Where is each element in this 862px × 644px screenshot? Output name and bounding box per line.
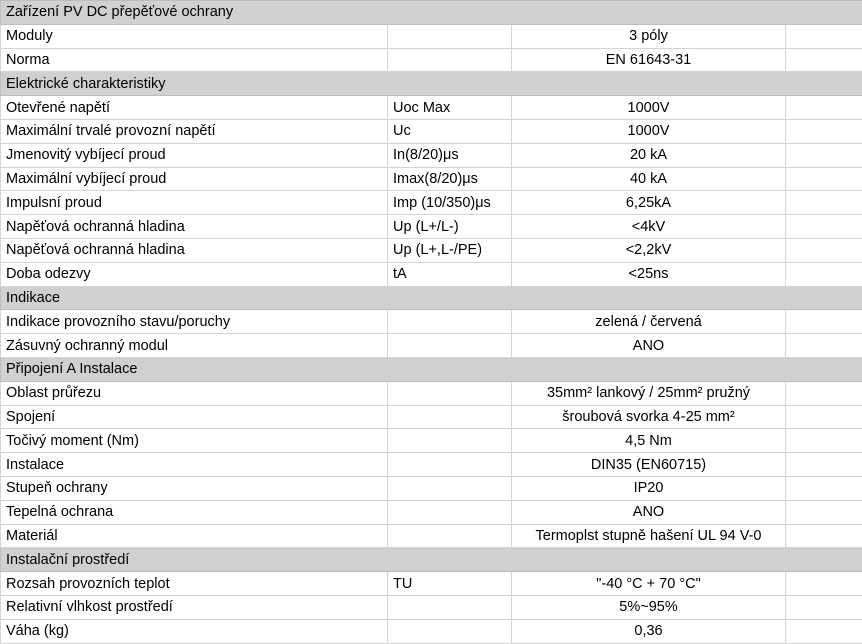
empty-cell — [786, 405, 862, 429]
empty-cell — [786, 143, 862, 167]
parameter-symbol: Up (L+/L-) — [388, 215, 512, 239]
empty-cell — [786, 119, 862, 143]
parameter-label: Napěťová ochranná hladina — [1, 238, 388, 262]
parameter-symbol: Uoc Max — [388, 96, 512, 120]
empty-cell — [786, 453, 862, 477]
parameter-value: IP20 — [512, 476, 786, 500]
parameter-label: Oblast průřezu — [1, 381, 388, 405]
parameter-value: 3 póly — [512, 24, 786, 48]
parameter-value: ANO — [512, 334, 786, 358]
parameter-symbol: Up (L+,L-/PE) — [388, 238, 512, 262]
empty-cell — [786, 167, 862, 191]
parameter-label: Moduly — [1, 24, 388, 48]
parameter-value: šroubová svorka 4-25 mm² — [512, 405, 786, 429]
parameter-label: Točivý moment (Nm) — [1, 429, 388, 453]
parameter-label: Indikace provozního stavu/poruchy — [1, 310, 388, 334]
spec-row — [1, 572, 862, 596]
parameter-symbol — [388, 453, 512, 477]
parameter-value: ANO — [512, 500, 786, 524]
empty-cell — [786, 310, 862, 334]
parameter-value: 20 kA — [512, 143, 786, 167]
empty-cell — [786, 191, 862, 215]
spec-row — [1, 476, 862, 500]
section-header-row — [1, 1, 862, 25]
spec-row — [1, 215, 862, 239]
parameter-label: Jmenovitý vybíjecí proud — [1, 143, 388, 167]
empty-cell — [786, 262, 862, 286]
spec-row — [1, 238, 862, 262]
section-title: Připojení A Instalace — [1, 357, 862, 381]
parameter-symbol — [388, 619, 512, 643]
empty-cell — [786, 96, 862, 120]
parameter-value: Termoplst stupně hašení UL 94 V-0 — [512, 524, 786, 548]
spec-table-body — [1, 1, 862, 644]
parameter-label: Relativní vlhkost prostředí — [1, 595, 388, 619]
spec-row — [1, 24, 862, 48]
parameter-symbol: tA — [388, 262, 512, 286]
parameter-value: DIN35 (EN60715) — [512, 453, 786, 477]
parameter-label: Maximální trvalé provozní napětí — [1, 119, 388, 143]
parameter-label: Rozsah provozních teplot — [1, 572, 388, 596]
parameter-label: Zásuvný ochranný modul — [1, 334, 388, 358]
parameter-value: 6,25kA — [512, 191, 786, 215]
parameter-label: Impulsní proud — [1, 191, 388, 215]
parameter-symbol — [388, 500, 512, 524]
section-header-row — [1, 357, 862, 381]
parameter-symbol: Imp (10/350)μs — [388, 191, 512, 215]
empty-cell — [786, 238, 862, 262]
parameter-label: Spojení — [1, 405, 388, 429]
empty-cell — [786, 476, 862, 500]
spec-row — [1, 143, 862, 167]
empty-cell — [786, 215, 862, 239]
parameter-value: "-40 °C + 70 °C" — [512, 572, 786, 596]
empty-cell — [786, 334, 862, 358]
parameter-label: Instalace — [1, 453, 388, 477]
parameter-value: <2,2kV — [512, 238, 786, 262]
spec-row — [1, 405, 862, 429]
section-header-row — [1, 548, 862, 572]
parameter-value: zelená / červená — [512, 310, 786, 334]
parameter-label: Maximální vybíjecí proud — [1, 167, 388, 191]
spec-row — [1, 167, 862, 191]
empty-cell — [786, 619, 862, 643]
empty-cell — [786, 572, 862, 596]
parameter-label: Váha (kg) — [1, 619, 388, 643]
parameter-value: 40 kA — [512, 167, 786, 191]
parameter-value: 5%~95% — [512, 595, 786, 619]
parameter-symbol — [388, 405, 512, 429]
spec-row — [1, 119, 862, 143]
spec-row — [1, 191, 862, 215]
parameter-value: 1000V — [512, 119, 786, 143]
parameter-symbol — [388, 381, 512, 405]
empty-cell — [786, 24, 862, 48]
section-title: Instalační prostředí — [1, 548, 862, 572]
spec-row — [1, 500, 862, 524]
parameter-symbol — [388, 334, 512, 358]
parameter-symbol — [388, 48, 512, 72]
parameter-symbol: In(8/20)μs — [388, 143, 512, 167]
parameter-label: Norma — [1, 48, 388, 72]
parameter-symbol: TU — [388, 572, 512, 596]
parameter-label: Napěťová ochranná hladina — [1, 215, 388, 239]
spec-row — [1, 453, 862, 477]
parameter-symbol — [388, 595, 512, 619]
section-header-row — [1, 72, 862, 96]
parameter-label: Doba odezvy — [1, 262, 388, 286]
parameter-value: <4kV — [512, 215, 786, 239]
section-header-row — [1, 286, 862, 310]
empty-cell — [786, 381, 862, 405]
parameter-symbol: Imax(8/20)μs — [388, 167, 512, 191]
parameter-symbol — [388, 429, 512, 453]
parameter-value: 0,36 — [512, 619, 786, 643]
parameter-value: 4,5 Nm — [512, 429, 786, 453]
parameter-value: EN 61643-31 — [512, 48, 786, 72]
parameter-symbol: Uc — [388, 119, 512, 143]
spec-row — [1, 96, 862, 120]
section-title: Indikace — [1, 286, 862, 310]
spec-row — [1, 595, 862, 619]
section-title: Elektrické charakteristiky — [1, 72, 862, 96]
parameter-value: <25ns — [512, 262, 786, 286]
empty-cell — [786, 595, 862, 619]
empty-cell — [786, 48, 862, 72]
parameter-value: 35mm² lankový / 25mm² pružný — [512, 381, 786, 405]
parameter-symbol — [388, 310, 512, 334]
empty-cell — [786, 524, 862, 548]
spec-row — [1, 262, 862, 286]
parameter-symbol — [388, 24, 512, 48]
empty-cell — [786, 500, 862, 524]
parameter-symbol — [388, 476, 512, 500]
spec-row — [1, 310, 862, 334]
parameter-value: 1000V — [512, 96, 786, 120]
spec-row — [1, 619, 862, 643]
spec-row — [1, 524, 862, 548]
spec-row — [1, 429, 862, 453]
section-title: Zařízení PV DC přepěťové ochrany — [1, 1, 862, 25]
parameter-symbol — [388, 524, 512, 548]
parameter-label: Stupeň ochrany — [1, 476, 388, 500]
empty-cell — [786, 429, 862, 453]
parameter-label: Otevřené napětí — [1, 96, 388, 120]
parameter-label: Materiál — [1, 524, 388, 548]
parameter-label: Tepelná ochrana — [1, 500, 388, 524]
spec-row — [1, 381, 862, 405]
spec-row — [1, 48, 862, 72]
spec-row — [1, 334, 862, 358]
